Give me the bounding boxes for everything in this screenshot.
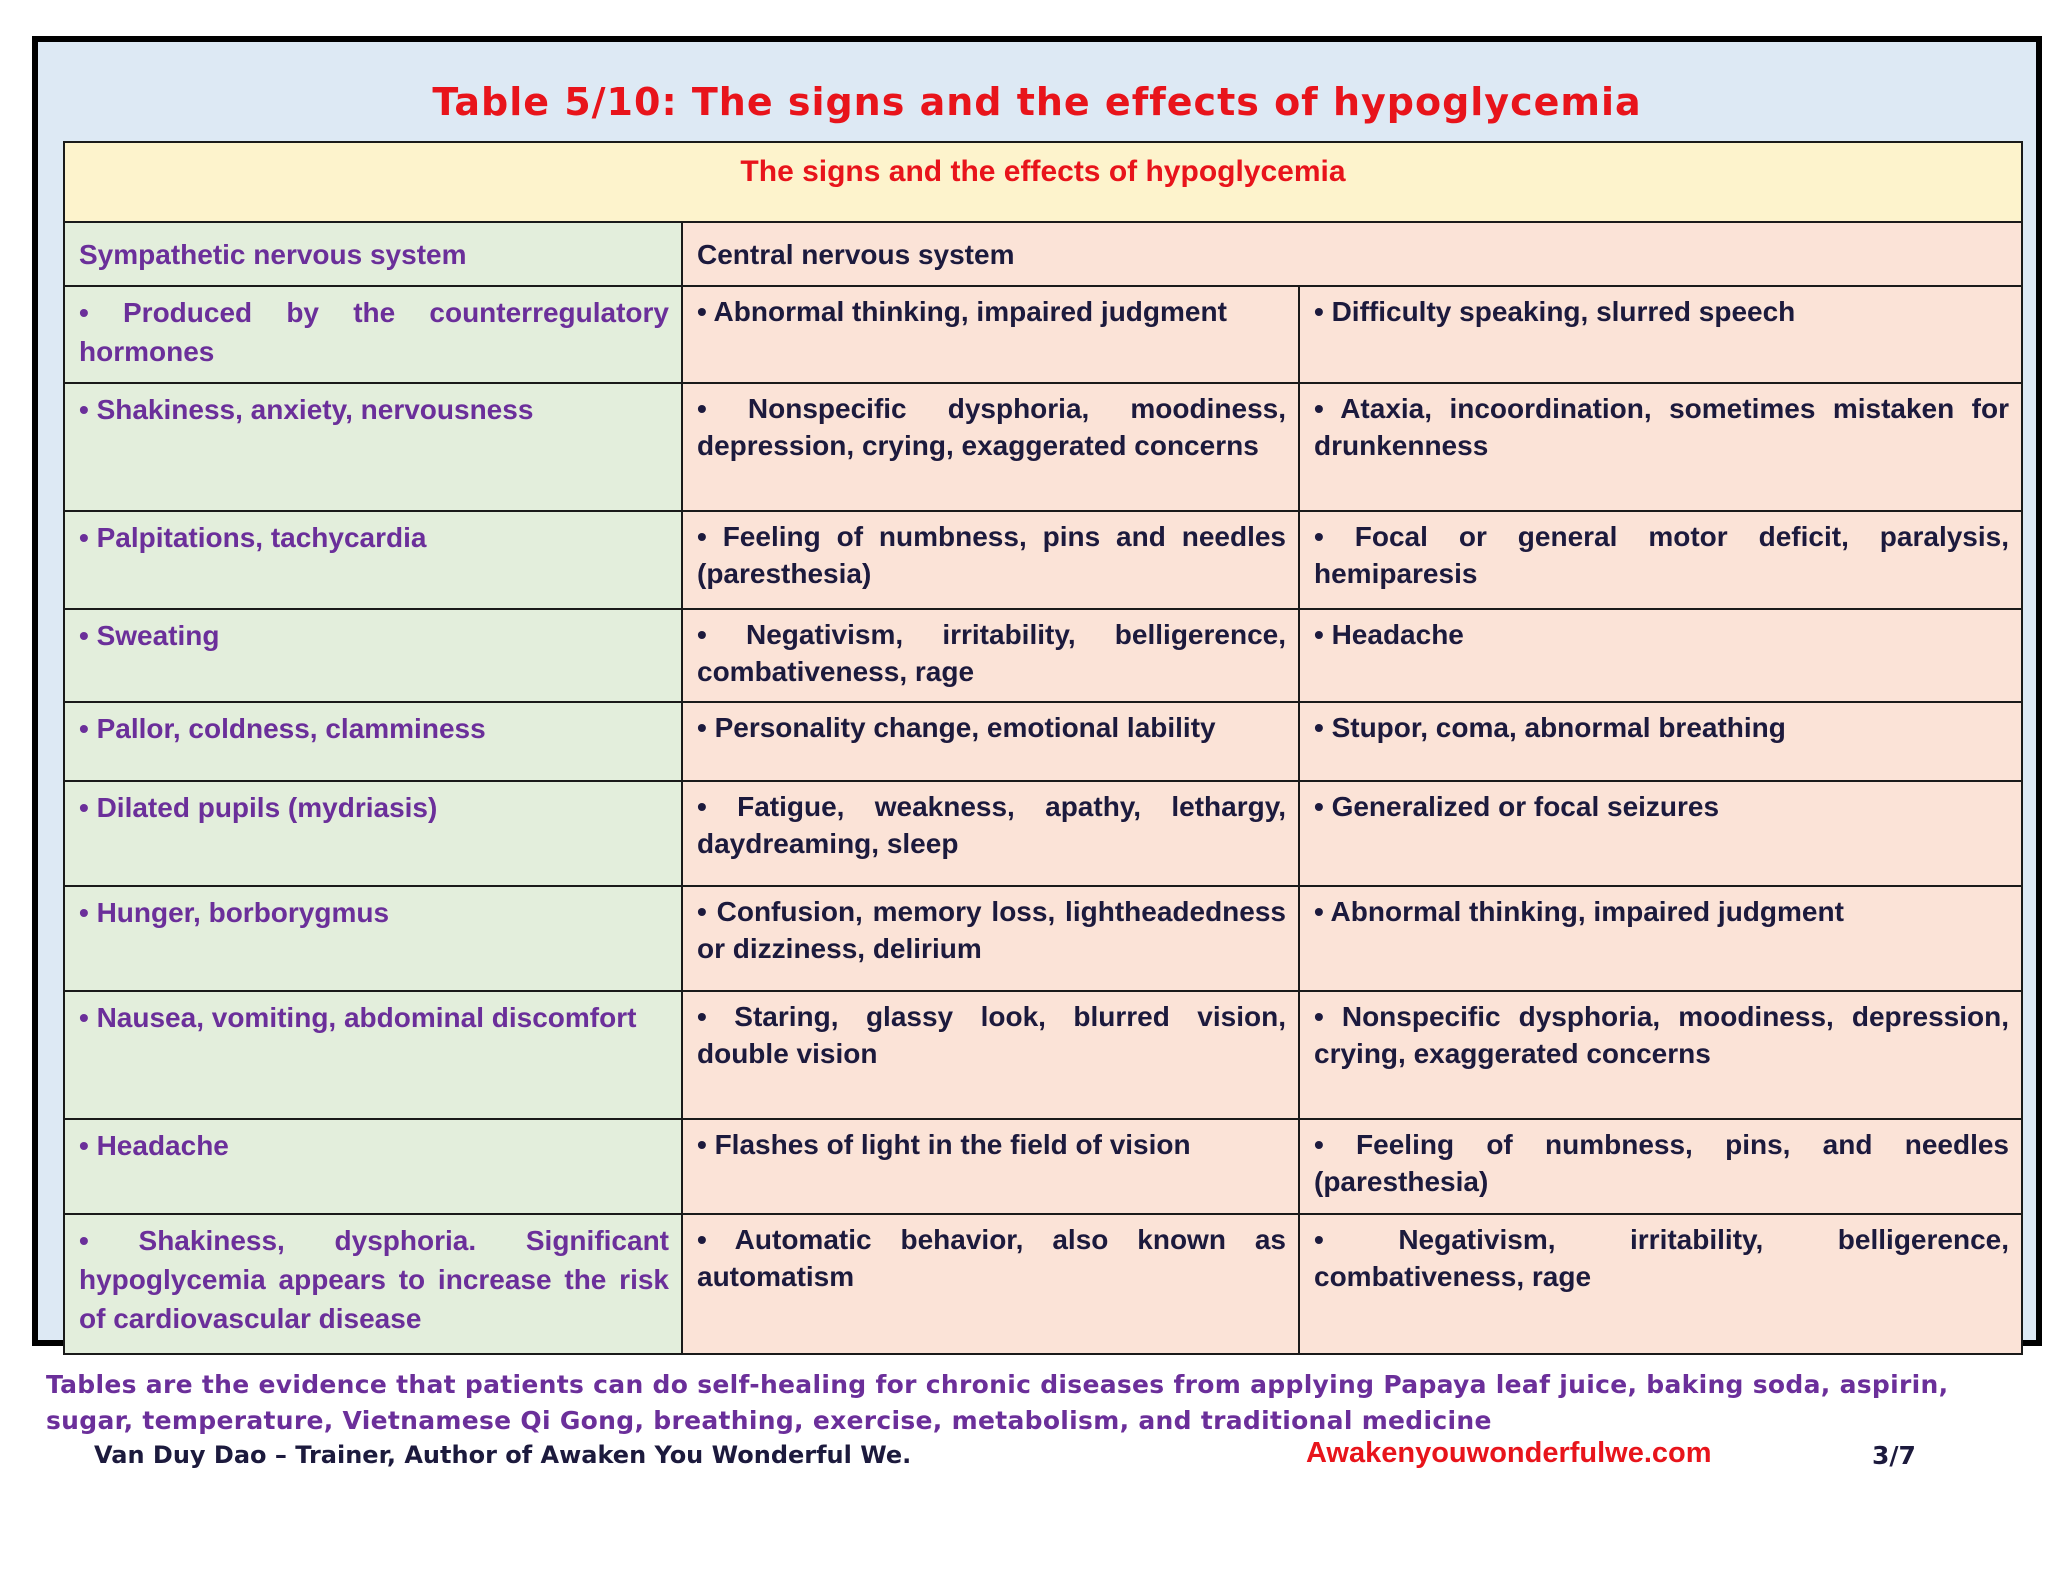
table-row xyxy=(64,781,2022,886)
central-cell: • Negativism, irritability, belligerence, combativeness, rage xyxy=(682,609,1299,702)
table-header: The signs and the effects of hypoglycemia xyxy=(64,142,2022,222)
table-header-row xyxy=(64,142,2022,222)
central-cell: • Fatigue, weakness, apathy, lethargy, daydreaming, sleep xyxy=(682,781,1299,886)
central-cell: • Abnormal thinking, impaired judgment xyxy=(1299,886,2022,991)
page-number: 3/7 xyxy=(1872,1441,1916,1470)
central-cell: • Ataxia, incoordination, sometimes mistaken for drunkenness xyxy=(1299,383,2022,511)
sympathetic-cell: • Hunger, borborygmus xyxy=(64,886,682,991)
central-cell: • Feeling of numbness, pins and needles (paresthesia) xyxy=(682,511,1299,609)
column-header-row xyxy=(64,222,2022,286)
table-row xyxy=(64,511,2022,609)
table-row xyxy=(64,609,2022,702)
author-credit: Van Duy Dao – Trainer, Author of Awaken You Wonderful We. xyxy=(94,1441,912,1469)
central-cell: • Difficulty speaking, slurred speech xyxy=(1299,286,2022,383)
table-row xyxy=(64,702,2022,781)
central-cell: • Headache xyxy=(1299,609,2022,702)
central-cell: • Flashes of light in the field of vision xyxy=(682,1119,1299,1214)
central-cell: • Confusion, memory loss, lightheadedness or dizziness, delirium xyxy=(682,886,1299,991)
central-cell: • Nonspecific dysphoria, moodiness, depression, crying, exaggerated concerns xyxy=(1299,991,2022,1119)
website-link[interactable]: Awakenyouwonderfulwe.com xyxy=(1306,1437,1712,1469)
table-row xyxy=(64,1119,2022,1214)
central-cell: • Personality change, emotional lability xyxy=(682,702,1299,781)
central-cell: • Automatic behavior, also known as automatism xyxy=(682,1214,1299,1354)
sympathetic-cell: • Dilated pupils (mydriasis) xyxy=(64,781,682,886)
sympathetic-cell: • Sweating xyxy=(64,609,682,702)
sympathetic-cell: • Headache xyxy=(64,1119,682,1214)
central-cell: • Focal or general motor deficit, paralysis, hemiparesis xyxy=(1299,511,2022,609)
table-row xyxy=(64,1214,2022,1354)
column-header-sympathetic: Sympathetic nervous system xyxy=(64,222,682,286)
table-row xyxy=(64,991,2022,1119)
central-cell: • Feeling of numbness, pins, and needles (paresthesia) xyxy=(1299,1119,2022,1214)
footer-note: Tables are the evidence that patients can do self-healing for chronic diseases from applying Papaya leaf juice, baking soda, aspirin, sugar, temperature, Vietnamese Qi Gong, breathing, exercise, metabolism, and traditional medicine xyxy=(46,1370,1949,1435)
column-header-central: Central nervous system xyxy=(682,222,2022,286)
table-row xyxy=(64,886,2022,991)
sympathetic-cell: • Shakiness, anxiety, nervousness xyxy=(64,383,682,511)
sympathetic-cell: • Produced by the counterregulatory hormones xyxy=(64,286,682,383)
sympathetic-cell: • Palpitations, tachycardia xyxy=(64,511,682,609)
table-row xyxy=(64,286,2022,383)
central-cell: • Generalized or focal seizures xyxy=(1299,781,2022,886)
central-cell: • Abnormal thinking, impaired judgment xyxy=(682,286,1299,383)
sympathetic-cell: • Nausea, vomiting, abdominal discomfort xyxy=(64,991,682,1119)
sympathetic-cell: • Pallor, coldness, clamminess xyxy=(64,702,682,781)
table-row xyxy=(64,383,2022,511)
central-cell: • Staring, glassy look, blurred vision, double vision xyxy=(682,991,1299,1119)
slide-frame xyxy=(32,36,2042,1346)
central-cell: • Nonspecific dysphoria, moodiness, depression, crying, exaggerated concerns xyxy=(682,383,1299,511)
central-cell: • Stupor, coma, abnormal breathing xyxy=(1299,702,2022,781)
page-title: Table 5/10: The signs and the effects of hypoglycemia xyxy=(432,80,1642,124)
signs-table xyxy=(63,141,2023,1355)
central-cell: • Negativism, irritability, belligerence, combativeness, rage xyxy=(1299,1214,2022,1354)
sympathetic-cell: • Shakiness, dysphoria. Significant hypoglycemia appears to increase the risk of cardiovascular disease xyxy=(64,1214,682,1354)
